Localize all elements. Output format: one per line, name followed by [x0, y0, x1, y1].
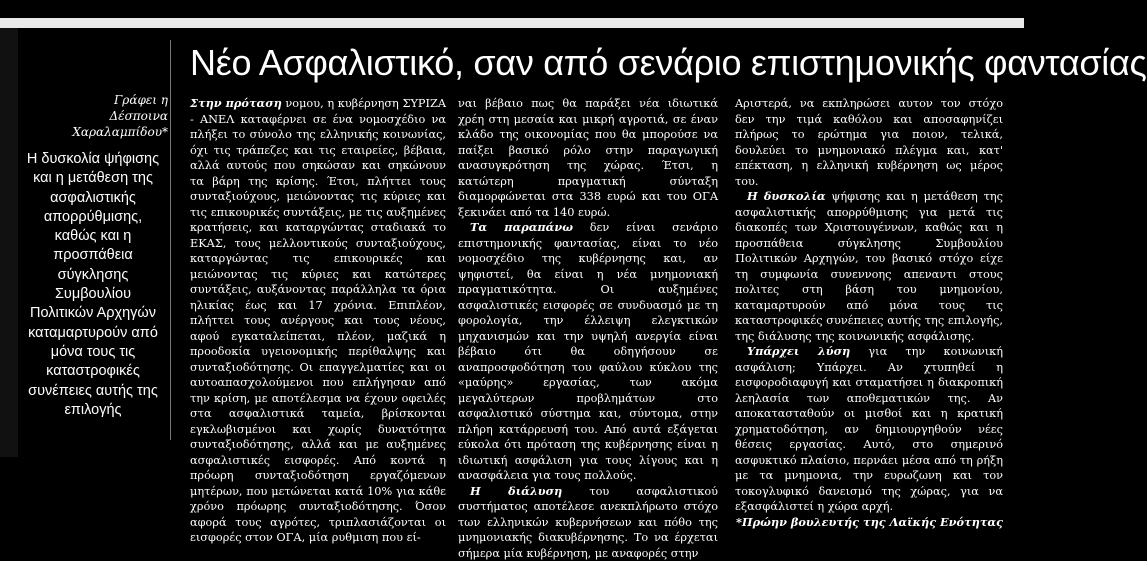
- article-column-3: [735, 96, 1003, 530]
- paragraph: [190, 96, 446, 546]
- column-divider: [170, 40, 171, 440]
- byline: Γράφει η Δέσποινα Χαραλαμπίδου*: [60, 92, 168, 140]
- paragraph-text: δεν είναι σενάριο επιστημονικής φαντασίας, είναι το νέο νομοσχέδιο της κυβέρνησης και, αν ψηφιστεί, θα είναι η νέα μνημονιακή πραγματικότητα. Οι αυξημένες ασφαλιστικές εισφορές σε συνδυασμό με τη φορολογία, την έλλειψη ελεγκτικών μηχανισμών και την υψηλή ανεργία είναι βέβαιο ότι θα οδηγήσουν σε αναπροσφοδότηση του φαύλου κύκλου της «μαύρης» εργασίας, των ακόμα μεγαλύτερων προβλημάτων στο ασφαλιστικό σύστημα και, σύντομα, στην πλήρη κατάρρευσή του. Από αυτά εξάγεται εύκολα ότι πρόταση της κυβέρνησης είναι η ιδιωτική ασφάλιση για τους λίγους και η ανασφάλεια για τους πολλούς.: [458, 221, 718, 482]
- paragraph-lead: Τα παραπάνω: [470, 220, 573, 234]
- paragraph: [458, 96, 718, 220]
- paragraph: [735, 344, 1003, 515]
- side-stripe: [0, 28, 18, 457]
- paragraph: [458, 484, 718, 561]
- paragraph-text: Αριστερά, να εκπληρώσει αυτον τον στόχο δεν την τιμά καθόλου και αποσαφηνίζει πλήρως το ερώτημα για ποιον, τελικά, δουλεύει το μνημονιακό πλέγμα και, κατ' επέκταση, η ελληνική κυβέρνηση ως μέρος του.: [735, 97, 1003, 188]
- paragraph-text: ναι βέβαιο πως θα παράξει νέα ιδιωτικά χρέη στη μεσαία και μικρή αγροτιά, σε έναν κλάδο της οικονομίας που θα μπορούσε να παίξει βασικό ρόλο στην παραγωγική ανασυγκρότηση της χώρας. Έτσι, η κατώτερη πραγματική σύνταξη διαμορφώνεται στα 338 ευρώ και του ΟΓΑ ξεκινάει από τα 140 ευρώ.: [458, 97, 718, 219]
- paragraph-lead: Η δυσκολία: [747, 189, 826, 203]
- paragraph-lead: Στην πρόταση: [190, 96, 282, 110]
- paragraph-text: του ασφαλιστικού συστήματος αποτέλεσε ανεκπλήρωτο στόχο των ελληνικών κυβερνήσεων και πόθο της μνημονιακής διακυβέρνησης. Το να έρχεται σήμερα μία κυβέρνηση, με αναφορές στην: [458, 485, 718, 560]
- paragraph: [735, 189, 1003, 344]
- paragraph-lead: Η διάλυση: [470, 484, 562, 498]
- paragraph-lead: Υπάρχει λύση: [747, 344, 850, 358]
- author-note: *Πρώην βουλευτής της Λαϊκής Ενότητας: [735, 515, 1003, 531]
- paragraph: [458, 220, 718, 484]
- article-title: Νέο Ασφαλιστικό, σαν από σενάριο επιστημονικής φαντασίας: [190, 40, 1020, 86]
- top-rule: [0, 18, 1024, 28]
- paragraph: [735, 96, 1003, 189]
- paragraph-text: για την κοινωνική ασφάλιση; Υπάρχει. Αν χτυπηθεί η εισφοροδιαφυγή και σταματήσει η διακροπική λεηλασία των αποθεματικών της. Αν αποκατασταθούν οι μισθοί και η κρατική χρηματοδότηση, αν δημιουργηθούν νέες θέσεις εργασίας. Αυτό, στο σημερινό ασφυκτικό πλαίσιο, περνάει μέσα από τη ρήξη με τα μνημονια, την ευρωζωνη και τον τοκογλυφικό δανεισμό της χώρας, για να εξασφάλιστεί η χώρα αρχή.: [735, 345, 1003, 513]
- article-column-1: [190, 96, 446, 546]
- paragraph-text: ψήφισης και η μετάθεση της ασφαλιστικής απορρύθμισης για μετά τις διακοπές των Χριστουγέννων, καθώς και η προσπάθεια σύγκλησης Συμβουλίου Πολιτικών Αρχηγών, του βασικό στόχο είχε τη συμφωνία συνεννοης απεναντι στους πολιτες στη βάση του μνημονίου, καταμαρτυρούν από μόνα τους τις καταστροφικές συνέπειες αυτής της επιλογής, της διάλυσης της κοινωνικής ασφάλισης.: [735, 190, 1003, 343]
- paragraph-text: νομου, η κυβέρνηση ΣΥΡΙΖΑ - ΑΝΕΛ καταφέρνει σε ένα νομοσχέδιο να πλήξει το σύνολο της ελληνικής κοινωνίας, όχι τις τράπεζες και τις εταιρείες, βέβαια, αλλά αυτούς που σηκώσαν και σηκώνουν τα βάρη της κρίσης. Έτσι, πλήττει τους συνταξιούχους, μειώνοντας τις κύριες και τις επικουρικές συντάξεις, με τις αυξημένες κρατήσεις, και καταργώντας σταδιακά το ΕΚΑΣ, τους μελλοντικούς συνταξιούχους, καταργώντας τις επικουρικές και μειώνοντας τις κύριες και κατώτερες συντάξεις, αυξάνοντας παράλληλα τα όρια ηλικίας έως και 17 χρόνια. Επιπλέον, πλήττει τους ανέργους και τους νέους, αφού εγκαταλείπεται, πλέον, μαζικά η προοδοκία υγειονομικής περίθαλψης και συνταξιοδότησης. Οι επαγγελματίες και οι αυτοαπασχολούμενοι που επλήγησαν από την κρίση, με αποτέλεσμα να έχουν οφειλές στα ασφαλιστικά ταμεία, βρίσκονται εγκλωβισμένοι και χωρίς δυνατότητα συνταξιοδότησης, αλλά και με αυξημένες ασφαλιστικές εισφορές. Από κοντά η πρόωρη συνταξιοδότηση εργαζόμενων μητέρων, που μετώνεται κατά 10% για κάθε χρόνο πρόωρης συνταξιοδότησης. Όσον αφορά τους αγρότες, τριπλασιάζονται οι εισφορές στον ΟΓΑ, μία ρυθμιση που εί-: [190, 97, 446, 544]
- lede-quote: Η δυσκολία ψήφισης και η μετάθεση της ασφαλιστικής απορρύθμισης, καθώς και η προσπάθεια σύγκλησης Συμβουλίου Πολιτικών Αρχηγών καταμαρτυρούν από μόνα τους τις καταστροφικές συνέπειες αυτής της επιλογής: [22, 150, 164, 420]
- article-column-2: [458, 96, 718, 561]
